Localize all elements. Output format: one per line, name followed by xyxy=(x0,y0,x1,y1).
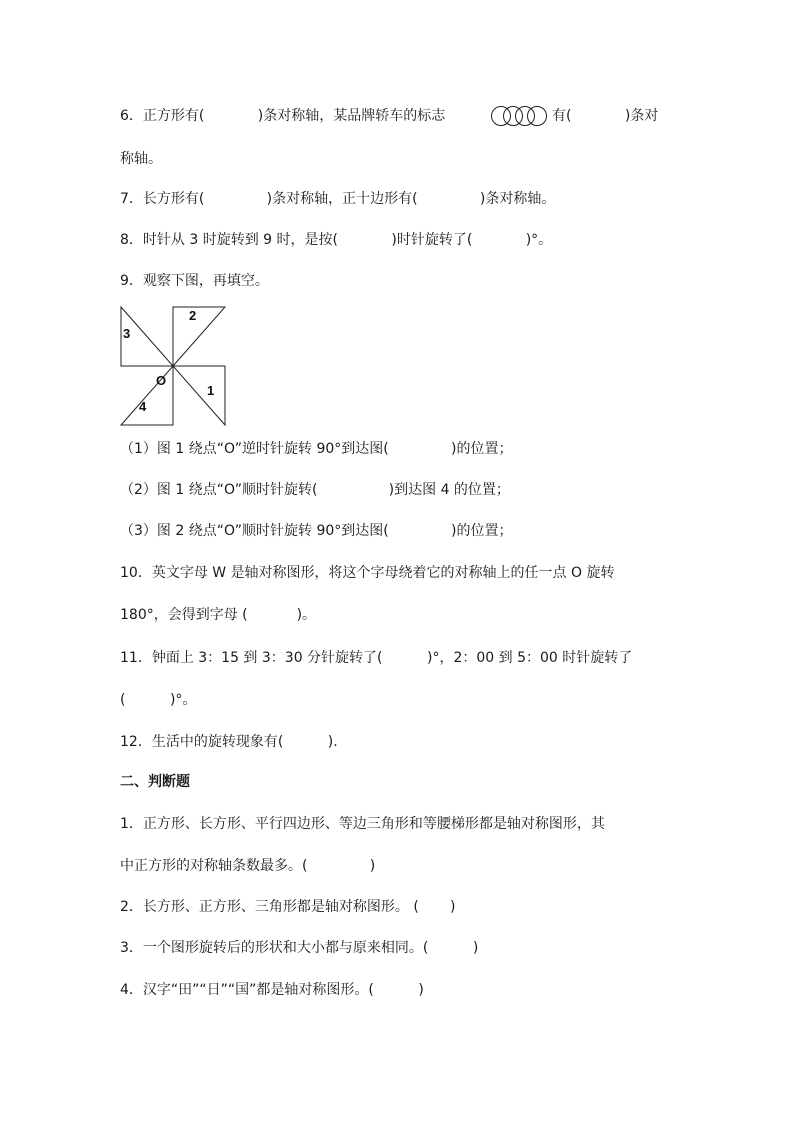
four-rings-icon xyxy=(489,105,551,127)
q10-line1: 10．英文字母 W 是轴对称图形，将这个字母绕着它的对称轴上的任一点 O 旋转 xyxy=(120,565,615,581)
label-1: 1 xyxy=(207,383,215,398)
q10-line2: 180°，会得到字母 ( )。 xyxy=(120,607,317,623)
judge-3: 3．一个图形旋转后的形状和大小都与原来相同。( ) xyxy=(120,940,479,956)
label-3: 3 xyxy=(123,326,131,341)
triangle-2 xyxy=(173,307,225,366)
judge-1-line2: 中正方形的对称轴条数最多。( ) xyxy=(120,858,376,874)
q8-text: 8．时针从 3 时旋转到 9 时，是按( )时针旋转了( )°。 xyxy=(120,232,553,248)
section-heading-judgement: 二、判断题 xyxy=(120,774,190,790)
q6-text-part2: 有( )条对 xyxy=(552,108,659,124)
judge-2: 2．长方形、正方形、三角形都是轴对称图形。 ( ) xyxy=(120,899,456,915)
judge-1-line1: 1．正方形、长方形、平行四边形、等边三角形和等腰梯形都是轴对称图形，其 xyxy=(120,816,605,832)
q9-sub2: （2）图 1 绕点“O”顺时针旋转( )到达图 4 的位置； xyxy=(120,482,510,498)
q7-text: 7．长方形有( )条对称轴，正十边形有( )条对称轴。 xyxy=(120,191,556,207)
label-4: 4 xyxy=(139,399,147,414)
q9-prompt: 9．观察下图，再填空。 xyxy=(120,273,269,289)
judge-4: 4．汉字“田”“日”“国”都是轴对称图形。( ) xyxy=(120,982,424,998)
q12-text: 12．生活中的旋转现象有( ). xyxy=(120,734,338,750)
rotation-pinwheel-figure xyxy=(118,305,230,427)
q9-sub3: （3）图 2 绕点“O”顺时针旋转 90°到达图( )的位置； xyxy=(120,523,513,539)
q6-text-part1: 6．正方形有( )条对称轴，某品牌轿车的标志 xyxy=(120,108,446,124)
q11-line1: 11．钟面上 3：15 到 3：30 分针旋转了( )°，2：00 到 5：00 时针旋转了 xyxy=(120,650,633,666)
q6-text-part3: 称轴。 xyxy=(120,151,162,167)
q11-line2: ( )°。 xyxy=(120,692,197,708)
triangle-1 xyxy=(173,366,225,425)
center-label-o: O xyxy=(156,373,167,388)
q9-sub1: （1）图 1 绕点“O”逆时针旋转 90°到达图( )的位置； xyxy=(120,441,513,457)
label-2: 2 xyxy=(189,308,197,323)
